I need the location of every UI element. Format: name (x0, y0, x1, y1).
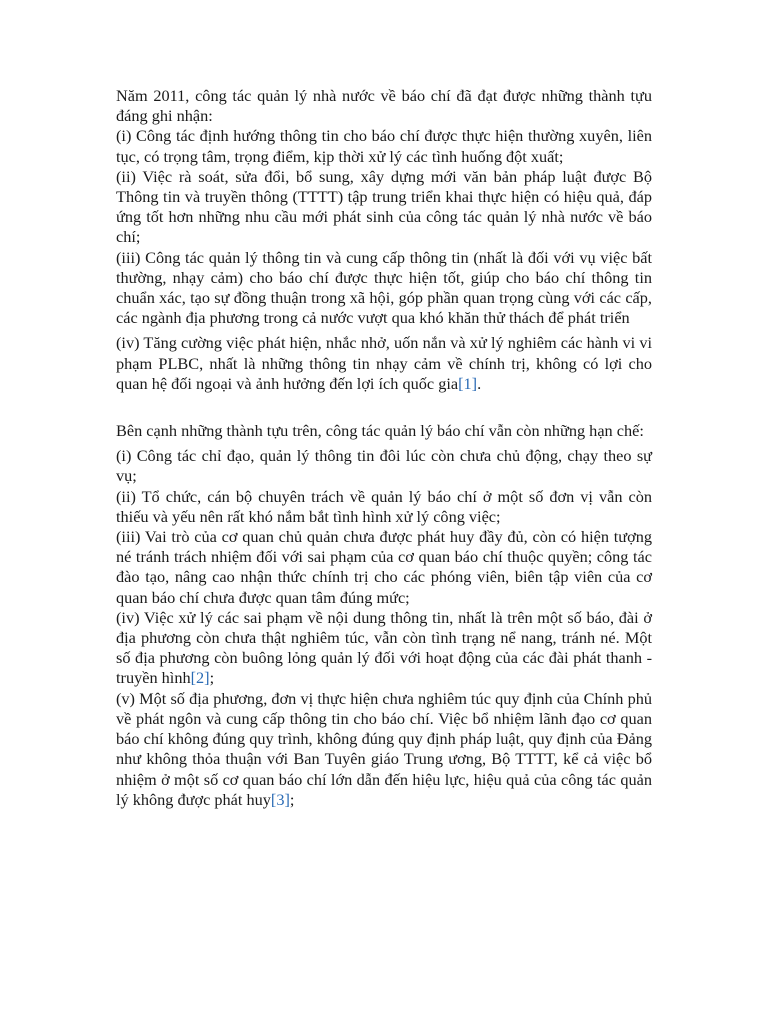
footnote-ref-2[interactable]: [2] (190, 668, 210, 688)
achievement-item-2: (ii) Việc rà soát, sửa đổi, bổ sung, xây dựng mới văn bản pháp luật được Bộ Thông tin và truyền thông (TTTT) tập trung triển khai thực hiện có hiệu quả, đáp ứng tốt hơn những nhu cầu mới phát sinh của công tác quản lý nhà nước về báo chí; (116, 166, 652, 247)
limitation-item-4-end: ; (209, 668, 215, 688)
limitation-item-4-text: (iv) Việc xử lý các sai phạm về nội dung thông tin, nhất là trên một số báo, đài ở địa phương còn chưa thật nghiêm túc, vẫn còn tình trạng nể nang, tránh né. Một số địa phương còn buông lỏng quản lý đối với hoạt động của các đài phát thanh - truyền hình (116, 607, 652, 688)
achievement-item-4 (116, 333, 652, 394)
limitation-item-3: (iii) Vai trò của cơ quan chủ quản chưa được phát huy đầy đủ, còn có hiện tượng né tránh trách nhiệm đối với sai phạm của cơ quan báo chí thuộc quyền; công tác đào tạo, nâng cao nhận thức chính trị cho các phóng viên, biên tập viên của cơ quan báo chí chưa được quan tâm đúng mức; (116, 527, 652, 607)
limitation-item-1: (i) Công tác chỉ đạo, quản lý thông tin đôi lúc còn chưa chủ động, chạy theo sự vụ; (116, 446, 652, 486)
achievement-item-1: (i) Công tác định hướng thông tin cho báo chí được thực hiện thường xuyên, liên tục, có trọng tâm, trọng điểm, kịp thời xử lý các tình huống đột xuất; (116, 126, 652, 166)
document-body (116, 86, 652, 810)
limitation-item-5 (116, 689, 652, 810)
section1-intro: Năm 2011, công tác quản lý nhà nước về báo chí đã đạt được những thành tựu đáng ghi nhận: (116, 86, 652, 126)
limitation-item-5-text: (v) Một số địa phương, đơn vị thực hiện chưa nghiêm túc quy định của Chính phủ về phát ngôn và cung cấp thông tin cho báo chí. Việc bổ nhiệm lãnh đạo cơ quan báo chí không đúng quy trình, không đúng quy định pháp luật, quy định của Đảng như không thỏa thuận với Ban Tuyên giáo Trung ương, Bộ TTTT, kể cả việc bổ nhiệm ở một số cơ quan báo chí lớn dẫn đến hiệu lực, hiệu quả của công tác quản lý không được phát huy (116, 688, 652, 809)
achievement-item-4-end: . (477, 373, 482, 393)
achievement-item-3: (iii) Công tác quản lý thông tin và cung cấp thông tin (nhất là đối với vụ việc bất thường, nhạy cảm) cho báo chí được thực hiện tốt, giúp cho báo chí thông tin chuẩn xác, tạo sự đồng thuận trong xã hội, góp phần quan trọng cùng với các cấp, các ngành địa phương trong cả nước vượt qua khó khăn thử thách để phát triển (116, 247, 652, 328)
limitation-item-4 (116, 608, 652, 689)
section2-intro: Bên cạnh những thành tựu trên, công tác quản lý báo chí vẫn còn những hạn chế: (116, 421, 644, 441)
limitation-item-5-end: ; (289, 789, 295, 809)
achievement-item-4-text: (iv) Tăng cường việc phát hiện, nhắc nhở, uốn nắn và xử lý nghiêm các hành vi vi phạm PLBC, nhất là những thông tin nhạy cảm về chính trị, không có lợi cho quan hệ đối ngoại và ảnh hưởng đến lợi ích quốc gia (116, 333, 652, 393)
limitation-item-2: (ii) Tổ chức, cán bộ chuyên trách về quản lý báo chí ở một số đơn vị vẫn còn thiếu và yếu nên rất khó nắm bắt tình hình xử lý công việc; (116, 486, 652, 526)
footnote-ref-1[interactable]: [1] (458, 373, 478, 393)
footnote-ref-3[interactable]: [3] (270, 789, 290, 809)
